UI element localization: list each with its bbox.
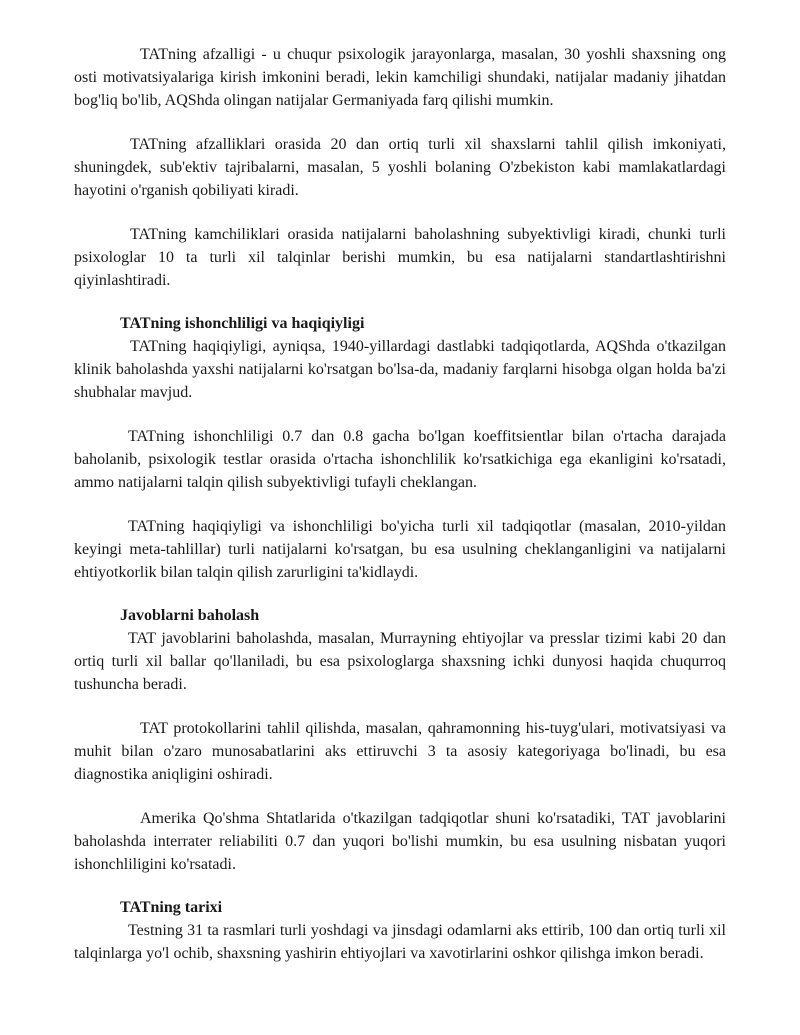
paragraph-history: Testning 31 ta rasmlari turli yoshdagi va jinsdagi odamlarni aks ettirib, 100 dan ortiq turli xil talqinlarga yo'l ochib, shaxsning yashirin ehtiyojlari va xavotirlarini oshkor qilishga imkon beradi. [74, 922, 726, 962]
paragraph-studies: TATning haqiqiyligi va ishonchliligi bo'yicha turli xil tadqiqotlar (masalan, 2010-yildan keyingi meta-tahlillar) turli natijalarni ko'rsatgan, bu esa usulning cheklanganligini va natijalarni ehtiyotkorlik bilan talqin qilish zarurligini ta'kidlaydi. [74, 518, 726, 581]
paragraph-tat-advantage: TATning afzalligi - u chuqur psixologik jarayonlarga, masalan, 30 yoshli shaxsning ong osti motivatsiyalariga kirish imkonini beradi, lekin kamchiligi shundaki, natijalar madaniy jihatdan bog'liq bo'lib, AQShda olingan natijalar Germaniyada farq qilishi mumkin. [74, 46, 726, 109]
paragraph-scoring-system: TAT javoblarini baholashda, masalan, Murrayning ehtiyojlar va presslar tizimi kabi 20 dan ortiq turli xil ballar qo'llaniladi, bu esa psixologlarga shaxsning ichki dunyosi haqida chuqurroq tushuncha beradi. [74, 630, 726, 693]
paragraph-tat-advantages-list: TATning afzalliklari orasida 20 dan ortiq turli xil shaxslarni tahlil qilish imkoniyati, shuningdek, sub'ektiv tajribalarni, masalan, 5 yoshli bolaning O'zbekiston kabi mamlakatlardagi hayotini o'rganish qobiliyati kiradi. [74, 136, 726, 199]
heading-reliability-validity: TATning ishonchliligi va haqiqiyligi [120, 315, 365, 332]
paragraph-protocol-analysis: TAT protokollarini tahlil qilishda, masalan, qahramonning his-tuyg'ulari, motivatsiyasi va muhit bilan o'zaro munosabatlarini aks ettiruvchi 3 ta asosiy kategoriyaga bo'linadi, bu esa diagnostika aniqligini oshiradi. [74, 720, 726, 783]
document-page [74, 43, 726, 965]
paragraph-reliability: TATning ishonchliligi 0.7 dan 0.8 gacha bo'lgan koeffitsientlar bilan o'rtacha darajada baholanib, psixologik testlar orasida o'rtacha ishonchlilik ko'rsatkichiga ega ekanligini ko'rsatadi, ammo natijalarni talqin qilish subyektivligi tufayli cheklangan. [74, 428, 726, 491]
paragraph-tat-disadvantages: TATning kamchiliklari orasida natijalarni baholashning subyektivligi kiradi, chunki turli psixologlar 10 ta turli xil talqinlar berishi mumkin, bu esa natijalarni standartlashtirishni qiyinlashtiradi. [74, 226, 726, 289]
heading-scoring: Javoblarni baholash [120, 607, 260, 624]
paragraph-validity: TATning haqiqiyligi, ayniqsa, 1940-yillardagi dastlabki tadqiqotlarda, AQShda o'tkazilgan klinik baholashda yaxshi natijalarni ko'rsatgan bo'lsa-da, madaniy farqlarni hisobga olgan holda ba'zi shubhalar mavjud. [74, 338, 726, 401]
heading-history: TATning tarixi [120, 899, 223, 916]
paragraph-interrater: Amerika Qo'shma Shtatlarida o'tkazilgan tadqiqotlar shuni ko'rsatadiki, TAT javoblarini baholashda interrater reliabiliti 0.7 dan yuqori bo'lishi mumkin, bu esa usulning nisbatan yuqori ishonchliligini ko'rsatadi. [74, 810, 726, 873]
